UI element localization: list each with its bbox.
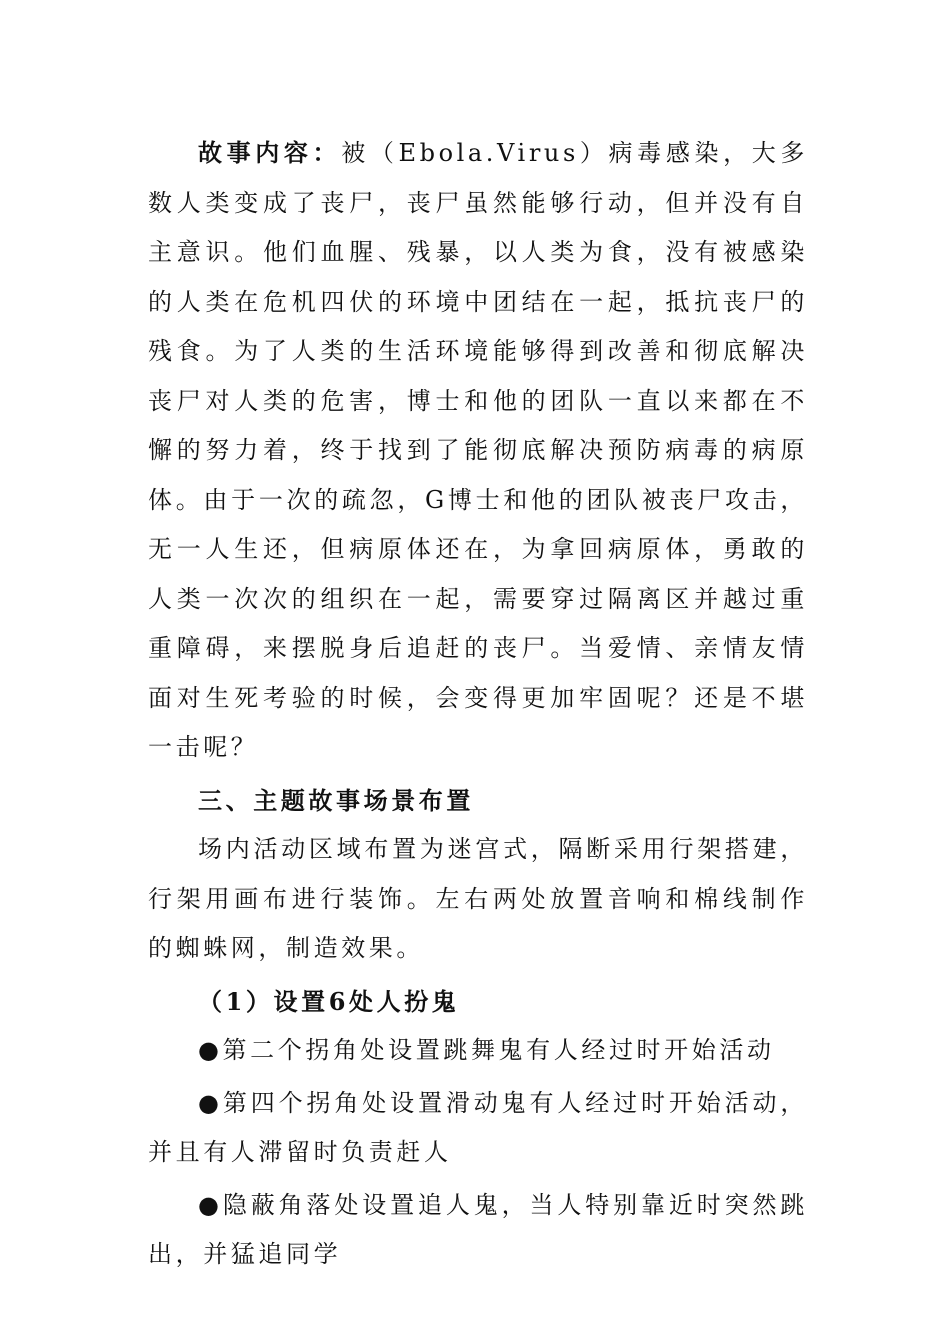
story-body-text: 被（Ebola.Virus）病毒感染，大多数人类变成了丧尸，丧尸虽然能够行动，但并没有自主意识。他们血腥、残暴，以人类为食，没有被感染的人类在危机四伏的环境中团结在一起，抵抗丧尸的残食。为了人类的生活环境能够得到改善和彻底解决丧尸对人类的危害，博士和他的团队一直以来都在不懈的努力着，终于找到了能彻底解决预防病毒的病原体。由于一次的疏忽，G博士和他的团队被丧尸攻击，无一人生还，但病原体还在，为拿回病原体，勇敢的人类一次次的组织在一起，需要穿过隔离区并越过重重障碍，来摆脱身后追赶的丧尸。当爱情、亲情友情面对生死考验的时候，会变得更加牢固呢？还是不堪一击呢？ bbox=[148, 139, 808, 761]
bullet-item-2: ●第四个拐角处设置滑动鬼有人经过时开始活动，并且有人滞留时负责赶人 bbox=[148, 1088, 808, 1166]
story-paragraph bbox=[148, 128, 808, 773]
section-3-paragraph: 场内活动区域布置为迷宫式，隔断采用行架搭建，行架用画布进行装饰。左右两处放置音响和棉线制作的蜘蛛网，制造效果。 bbox=[148, 835, 808, 962]
subsection-1-heading: （1）设置6处人扮鬼 bbox=[198, 986, 460, 1016]
bullet-item-3: ●隐蔽角落处设置追人鬼，当人特别靠近时突然跳出，并猛追同学 bbox=[148, 1190, 808, 1268]
section-3-heading: 三、主题故事场景布置 bbox=[198, 785, 474, 815]
story-lead-label: 故事内容： bbox=[198, 138, 342, 167]
document-page bbox=[148, 128, 808, 1280]
bullet-item-1: ●第二个拐角处设置跳舞鬼有人经过时开始活动 bbox=[198, 1036, 775, 1064]
